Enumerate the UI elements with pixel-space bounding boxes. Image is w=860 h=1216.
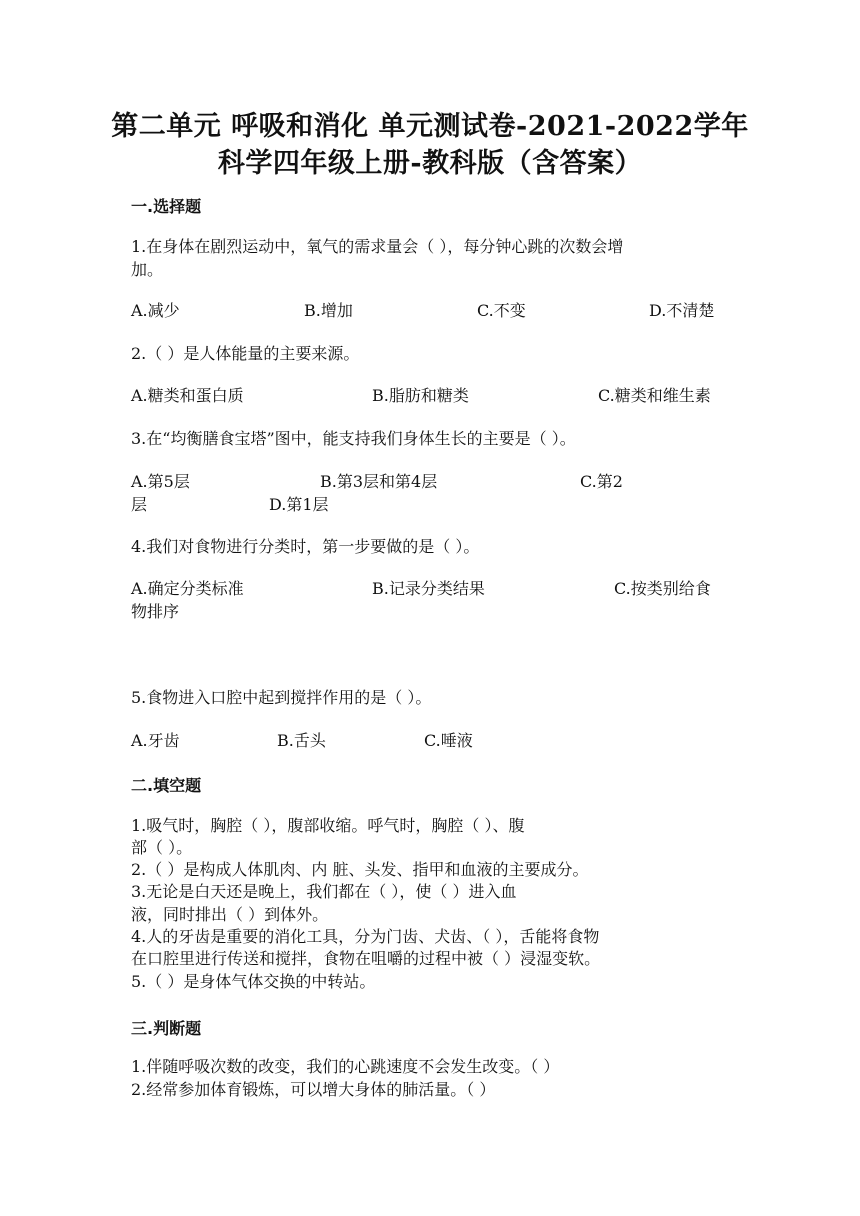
q2-option-c: C.糖类和维生素 xyxy=(598,386,711,405)
q1-option-d: D.不清楚 xyxy=(649,301,715,320)
q2-option-a: A.糖类和蛋白质 xyxy=(131,386,244,405)
q3-option-d: D.第1层 xyxy=(269,495,329,514)
question-4: 4.我们对食物进行分类时，第一步要做的是（ ）。 xyxy=(131,537,480,556)
q4-option-a: A.确定分类标准 xyxy=(131,579,244,598)
q4-option-c-wrap: 物排序 xyxy=(131,602,180,621)
q5-option-c: C.唾液 xyxy=(424,731,473,750)
q5-option-b: B.舌头 xyxy=(277,731,326,750)
question-1-line-2: 加。 xyxy=(131,260,164,279)
section-heading-fill: 二.填空题 xyxy=(131,776,202,795)
section-heading-choice: 一.选择题 xyxy=(131,197,202,216)
question-5: 5.食物进入口腔中起到搅拌作用的是（ ）。 xyxy=(131,688,432,707)
fill-line-2: 部（ ）。 xyxy=(131,838,193,857)
q1-option-c: C.不变 xyxy=(477,301,526,320)
fill-line-3: 2.（ ）是构成人体肌肉、内 脏、头发、指甲和血液的主要成分。 xyxy=(131,860,589,879)
q1-option-a: A.减少 xyxy=(131,301,180,320)
question-2: 2.（ ）是人体能量的主要来源。 xyxy=(131,344,360,363)
fill-line-6: 4.人的牙齿是重要的消化工具，分为门齿、犬齿、（ ），舌能将食物 xyxy=(131,927,600,946)
q3-option-b: B.第3层和第4层 xyxy=(320,472,438,491)
question-3: 3.在“均衡膳食宝塔”图中，能支持我们身体生长的主要是（ ）。 xyxy=(131,429,576,448)
question-1-line-1: 1.在身体在剧烈运动中，氧气的需求量会（ ），每分钟心跳的次数会增 xyxy=(131,237,624,256)
fill-line-1: 1.吸气时，胸腔（ ），腹部收缩。呼气时，胸腔（ ）、腹 xyxy=(131,816,525,835)
fill-line-7: 在口腔里进行传送和搅拌，食物在咀嚼的过程中被（ ）浸湿变软。 xyxy=(131,949,601,968)
fill-line-4: 3.无论是白天还是晚上，我们都在（ ），使（ ）进入血 xyxy=(131,882,517,901)
judge-line-1: 1.伴随呼吸次数的改变，我们的心跳速度不会发生改变。（ ） xyxy=(131,1057,560,1076)
q3-option-a: A.第5层 xyxy=(131,472,190,491)
judge-line-2: 2.经常参加体育锻炼，可以增大身体的肺活量。（ ） xyxy=(131,1080,496,1099)
fill-line-5: 液，同时排出（ ）到体外。 xyxy=(131,905,329,924)
title-line-2: 科学四年级上册-教科版（含答案） xyxy=(217,148,643,179)
q4-option-b: B.记录分类结果 xyxy=(372,579,485,598)
title-line-1: 第二单元 呼吸和消化 单元测试卷-2021-2022学年 xyxy=(111,111,749,142)
q1-option-b: B.增加 xyxy=(304,301,353,320)
q2-option-b: B.脂肪和糖类 xyxy=(372,386,469,405)
q5-option-a: A.牙齿 xyxy=(131,731,180,750)
section-heading-judge: 三.判断题 xyxy=(131,1019,202,1038)
q3-option-c-wrap: 层 xyxy=(131,495,148,514)
q3-option-c: C.第2 xyxy=(580,472,623,491)
q4-option-c: C.按类别给食 xyxy=(614,579,711,598)
fill-line-8: 5.（ ）是身体气体交换的中转站。 xyxy=(131,972,376,991)
